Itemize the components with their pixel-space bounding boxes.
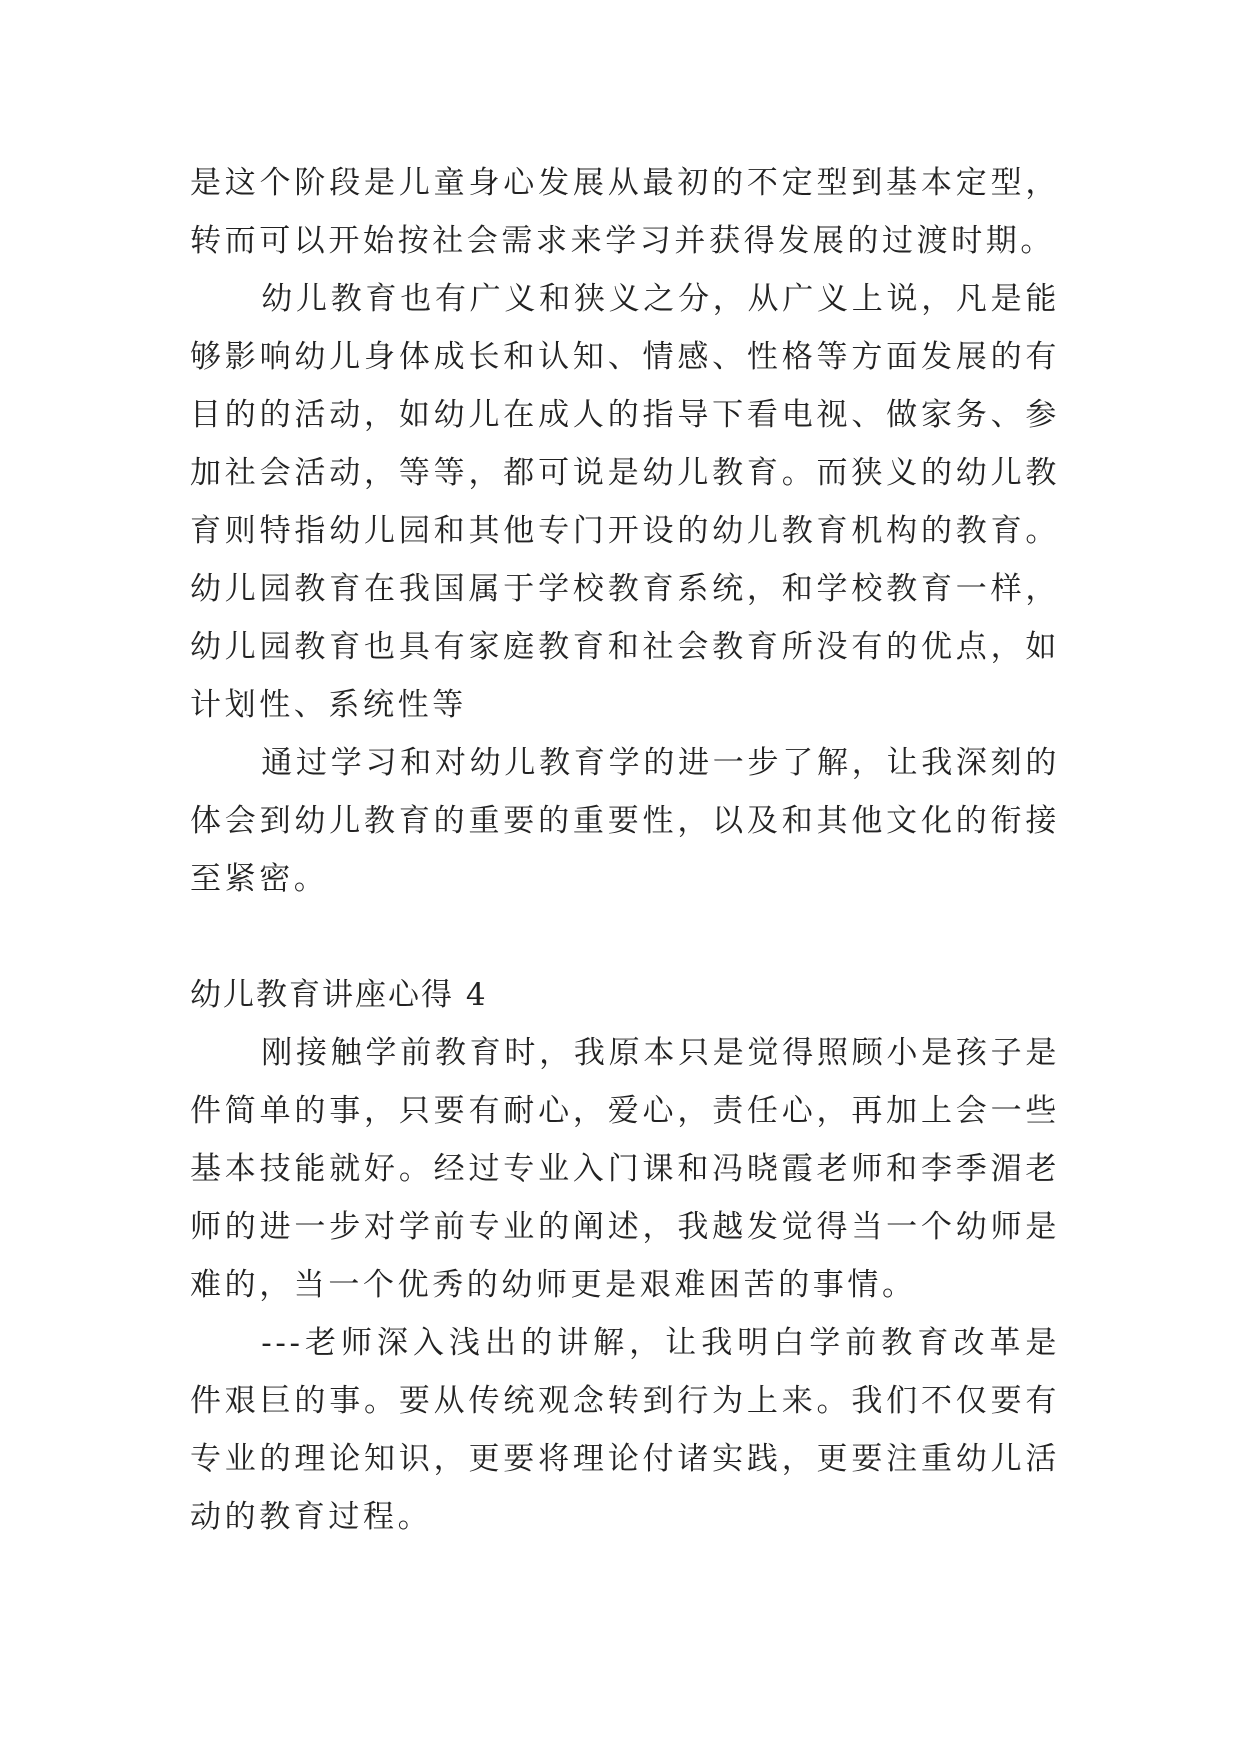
paragraph-first-impression: 刚接触学前教育时，我原本只是觉得照顾小是孩子是件简单的事，只要有耐心，爱心，责任心，再加上会一些基本技能就好。经过专业入门课和冯晓霞老师和李季湄老师的进一步对学前专业的阐述，我越发觉得当一个幼师是难的，当一个优秀的幼师更是艰难困苦的事情。 [190,1035,1060,1303]
paragraph-continuation: 是这个阶段是儿童身心发展从最初的不定型到基本定型，转而可以开始按社会需求来学习并获得发展的过渡时期。 [190,165,1060,259]
document-body [190,154,1060,1546]
paragraph-teacher-lecture: ---老师深入浅出的讲解，让我明白学前教育改革是件艰巨的事。要从传统观念转到行为上来。我们不仅要有专业的理论知识，更要将理论付诸实践，更要注重幼儿活动的教育过程。 [190,1325,1060,1535]
section-gap [190,908,1060,966]
section-heading: 幼儿教育讲座心得 4 [190,977,488,1013]
paragraph-learning-reflection: 通过学习和对幼儿教育学的进一步了解，让我深刻的体会到幼儿教育的重要的重要性，以及和其他文化的衔接至紧密。 [190,745,1060,897]
paragraph-early-education-definition: 幼儿教育也有广义和狭义之分，从广义上说，凡是能够影响幼儿身体成长和认知、情感、性格等方面发展的有目的的活动，如幼儿在成人的指导下看电视、做家务、参加社会活动，等等，都可说是幼儿教育。而狭义的幼儿教育则特指幼儿园和其他专门开设的幼儿教育机构的教育。幼儿园教育在我国属于学校教育系统，和学校教育一样，幼儿园教育也具有家庭教育和社会教育所没有的优点，如计划性、系统性等 [190,281,1060,723]
